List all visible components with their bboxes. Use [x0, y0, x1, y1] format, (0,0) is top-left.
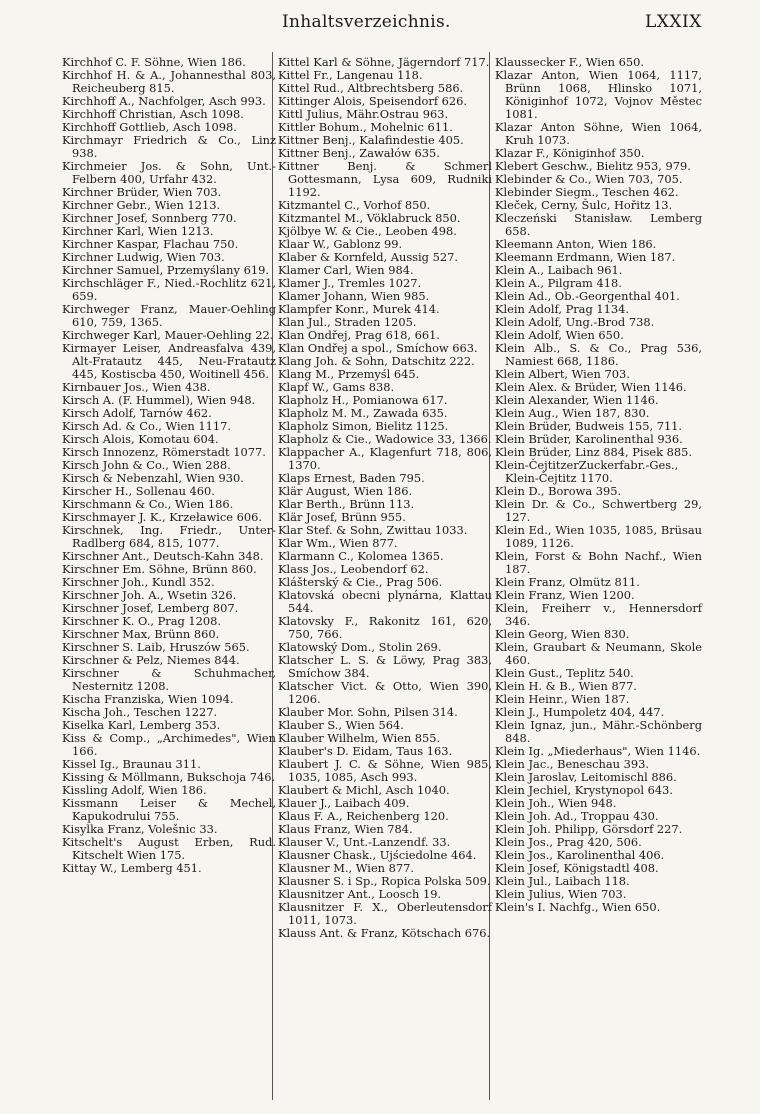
index-entry: Kiss & Comp., „Archimedes", Wien 166.: [62, 731, 276, 758]
index-entry: Kirschnek, Ing. Friedr., Unter-Radlberg 684, 815, 1077.: [62, 523, 276, 550]
page-header: [0, 0, 760, 44]
index-entry: Klauber Wilhelm, Wien 855.: [278, 731, 441, 745]
index-entry: Klausnitzer Ant., Loosch 19.: [278, 887, 442, 901]
index-entry: Kirchner Samuel, Przemyślany 619.: [62, 263, 269, 277]
index-entry: Klein Joh. Ad., Troppau 430.: [495, 809, 659, 823]
index-entry: Klein Dr. & Co., Schwertberg 29, 127.: [495, 497, 702, 524]
index-entry: Klapholz M. M., Zawada 635.: [278, 406, 448, 420]
index-entry: Klapholz Simon, Bielitz 1125.: [278, 419, 449, 433]
index-entry: Klatovsky F., Rakonitz 161, 620, 750, 766.: [278, 614, 492, 641]
index-entry: Klein Aug., Wien 187, 830.: [495, 406, 650, 420]
index-entry: Klein, Freiherr v., Hennersdorf 346.: [495, 601, 702, 628]
index-entry: Kirschmann & Co., Wien 186.: [62, 497, 234, 511]
index-entry: Klein Adolf, Wien 650.: [495, 328, 624, 342]
index-entry: Kissmann Leiser & Mechel, Kapukodrului 755.: [62, 796, 276, 823]
index-entry: Klausner Chask., Ujściedolne 464.: [278, 848, 477, 862]
index-entry: Klatovská obecni plynárna, Klattau 544.: [278, 588, 492, 615]
index-entry: Klein-ČejtitzerZuckerfabr.-Ges., Klein-Čejtitz 1170.: [495, 458, 679, 485]
index-entry: Kirchweger Karl, Mauer-Oehling 22.: [62, 328, 274, 342]
index-entry: Klarmann C., Kolomea 1365.: [278, 549, 444, 563]
index-entry: Kirchschläger F., Nied.-Rochlitz 621, 659.: [62, 276, 276, 303]
index-entry: Klausner S. i Sp., Ropica Polska 509.: [278, 874, 491, 888]
index-entry: Kirnbauer Jos., Wien 438.: [62, 380, 211, 394]
index-entry: Kirchhoff A., Nachfolger, Asch 993.: [62, 94, 266, 108]
index-entry: Klein Jechiel, Krystynopol 643.: [495, 783, 674, 797]
index-entry: Klapholz & Cie., Wadowice 33, 1366.: [278, 432, 492, 446]
index-entry: Klein J., Humpoletz 404, 447.: [495, 705, 665, 719]
index-entry: Klein Franz, Wien 1200.: [495, 588, 635, 602]
index-entry: Kirsch John & Co., Wien 288.: [62, 458, 231, 472]
index-entry: Klappacher A., Klagenfurt 718, 806, 1370.: [278, 445, 492, 472]
page-number: LXXIX: [645, 12, 702, 32]
index-entry: Kjölbye W. & Cie., Leoben 498.: [278, 224, 457, 238]
index-entry: Kirsch Ad. & Co., Wien 1117.: [62, 419, 231, 433]
index-entry: Kittel Karl & Söhne, Jägerndorf 717.: [278, 55, 490, 69]
index-entry: Kirchmayr Friedrich & Co., Linz 938.: [62, 133, 276, 160]
index-entry: Klein, Graubart & Neumann, Skole 460.: [495, 640, 702, 667]
index-entry: Klauer J., Laibach 409.: [278, 796, 410, 810]
index-entry: Kissling Adolf, Wien 186.: [62, 783, 207, 797]
index-entry: Klatscher Vict. & Otto, Wien 390, 1206.: [278, 679, 492, 706]
index-entry: Klein Brüder, Linz 884, Pisek 885.: [495, 445, 693, 459]
index-entry: Kittl Julius, Mähr.Ostrau 963.: [278, 107, 449, 121]
index-entry: Klein Jac., Beneschau 393.: [495, 757, 649, 771]
index-column-3: [495, 56, 702, 914]
index-entry: Klang M., Przemyśl 645.: [278, 367, 420, 381]
index-entry: Klein Albert, Wien 703.: [495, 367, 630, 381]
index-entry: Kischa Franziska, Wien 1094.: [62, 692, 234, 706]
index-entry: Klauber's D. Eidam, Taus 163.: [278, 744, 453, 758]
index-entry: Klein Joh. Philipp, Görsdorf 227.: [495, 822, 683, 836]
index-entry: Klebinder & Co., Wien 703, 705.: [495, 172, 683, 186]
index-entry: Klaubert & Michl, Asch 1040.: [278, 783, 450, 797]
index-entry: Kissing & Möllmann, Bukschoja 746.: [62, 770, 276, 784]
index-entry: Klein D., Borowa 395.: [495, 484, 622, 498]
index-entry: Klein Jul., Laibach 118.: [495, 874, 630, 888]
index-entry: Kirschner Josef, Lemberg 807.: [62, 601, 239, 615]
index-entry: Kiselka Karl, Lemberg 353.: [62, 718, 221, 732]
index-entry: Kittler Bohum., Mohelnic 611.: [278, 120, 453, 134]
index-entry: Klein Joh., Wien 948.: [495, 796, 617, 810]
index-entry: Klein Jos., Prag 420, 506.: [495, 835, 642, 849]
index-entry: Klan Jul., Straden 1205.: [278, 315, 417, 329]
index-entry: Kittel Fr., Langenau 118.: [278, 68, 423, 82]
index-entry: Kirscher H., Sollenau 460.: [62, 484, 215, 498]
index-entry: Klamer J., Tremles 1027.: [278, 276, 422, 290]
index-entry: Klaps Ernest, Baden 795.: [278, 471, 425, 485]
index-entry: Kirchner Ludwig, Wien 703.: [62, 250, 225, 264]
index-column-1: [62, 56, 276, 875]
index-entry: Kirchmeier Jos. & Sohn, Unt.-Felbern 400, Urfahr 432.: [62, 159, 276, 186]
index-entry: Kirchweger Franz, Mauer-Oehling 610, 759, 1365.: [62, 302, 276, 329]
index-entry: Klein Adolf, Prag 1134.: [495, 302, 629, 316]
index-entry: Klein Ad., Ob.-Georgenthal 401.: [495, 289, 680, 303]
index-entry: Klan Ondřej a spol., Smíchow 663.: [278, 341, 478, 355]
index-entry: Kittner Benj., Kalafindestie 405.: [278, 133, 464, 147]
index-entry: Kirschner & Schuhmacher, Nesternitz 1208.: [62, 666, 276, 693]
index-entry: Kleczeński Stanisław. Lemberg 658.: [495, 211, 702, 238]
index-entry: Kirchner Kaspar, Flachau 750.: [62, 237, 239, 251]
index-entry: Klass Jos., Leobendorf 62.: [278, 562, 429, 576]
index-entry: Klausner M., Wien 877.: [278, 861, 415, 875]
index-entry: Kirsch & Nebenzahl, Wien 930.: [62, 471, 244, 485]
index-entry: Klapf W., Gams 838.: [278, 380, 395, 394]
index-entry: Kittinger Alois, Speisendorf 626.: [278, 94, 468, 108]
index-entry: Kleemann Erdmann, Wien 187.: [495, 250, 676, 264]
index-entry: Klein's I. Nachfg., Wien 650.: [495, 900, 661, 914]
index-entry: Klein Brüder, Budweis 155, 711.: [495, 419, 683, 433]
index-entry: Kissel Ig., Braunau 311.: [62, 757, 201, 771]
index-entry: Klein Ignaz, jun., Mähr.-Schönberg 848.: [495, 718, 702, 745]
index-entry: Klapholz H., Pomianowa 617.: [278, 393, 448, 407]
index-entry: Kittel Rud., Altbrechtsberg 586.: [278, 81, 464, 95]
index-entry: Kirschner Joh. A., Wsetin 326.: [62, 588, 237, 602]
index-entry: Kitschelt's August Erben, Rud. Kitschelt Wien 175.: [62, 835, 276, 862]
index-entry: Klein Adolf, Ung.-Brod 738.: [495, 315, 655, 329]
index-entry: Kirschner & Pelz, Niemes 844.: [62, 653, 240, 667]
index-entry: Kischa Joh., Teschen 1227.: [62, 705, 218, 719]
index-entry: Kittner Benj., Zawałów 635.: [278, 146, 440, 160]
index-entry: Kirschner Ant., Deutsch-Kahn 348.: [62, 549, 264, 563]
index-entry: Klausnitzer F. X., Oberleutensdorf 1011, 1073.: [278, 900, 492, 927]
index-entry: Klauser V., Unt.-Lanzendf. 33.: [278, 835, 451, 849]
index-entry: Kirschmayer J. K., Krzeławice 606.: [62, 510, 262, 524]
index-entry: Klang Joh. & Sohn, Datschitz 222.: [278, 354, 475, 368]
index-entry: Klein Josef, Königstadtl 408.: [495, 861, 659, 875]
index-entry: Klazar Anton Söhne, Wien 1064, Kruh 1073.: [495, 120, 702, 147]
index-entry: Klein Julius, Wien 703.: [495, 887, 627, 901]
index-entry: Klein Alex. & Brüder, Wien 1146.: [495, 380, 687, 394]
index-entry: Klášterský & Cie., Prag 506.: [278, 575, 443, 589]
index-entry: Klaussecker F., Wien 650.: [495, 55, 644, 69]
index-entry: Klein A., Laibach 961.: [495, 263, 623, 277]
index-entry: Klein Heinr., Wien 187.: [495, 692, 630, 706]
index-entry: Klazar Anton, Wien 1064, 1117, Brünn 1068, Hlinsko 1071, Königinhof 1072, Vojnov Městec 1081.: [495, 68, 702, 121]
index-entry: Kittner Benj. & Schmerl Gottesmann, Lysa 609, Rudniki 1192.: [278, 159, 492, 199]
index-entry: Klaar W., Gablonz 99.: [278, 237, 403, 251]
index-entry: Klär Josef, Brünn 955.: [278, 510, 406, 524]
index-entry: Kirsch Alois, Komotau 604.: [62, 432, 219, 446]
index-entry: Klein Alexander, Wien 1146.: [495, 393, 659, 407]
index-entry: Kirchhof H. & A., Johannesthal 803, Reicheuberg 815.: [62, 68, 276, 95]
index-entry: Kirschner Max, Brünn 860.: [62, 627, 220, 641]
index-entry: Klar Stef. & Sohn, Zwittau 1033.: [278, 523, 468, 537]
index-entry: Klein, Forst & Bohn Nachf., Wien 187.: [495, 549, 702, 576]
index-entry: Klatowský Dom., Stolin 269.: [278, 640, 442, 654]
index-entry: Kirchner Josef, Sonnberg 770.: [62, 211, 237, 225]
index-entry: Klan Ondřej, Prag 618, 661.: [278, 328, 440, 342]
index-entry: Klamer Carl, Wien 984.: [278, 263, 414, 277]
index-entry: Kirchner Gebr., Wien 1213.: [62, 198, 221, 212]
index-entry: Klär August, Wien 186.: [278, 484, 413, 498]
index-entry: Kirchhoff Christian, Asch 1098.: [62, 107, 244, 121]
index-entry: Klein A., Pilgram 418.: [495, 276, 622, 290]
index-entry: Klein Brüder, Karolinenthal 936.: [495, 432, 683, 446]
index-entry: Klein Ig. „Miederhaus", Wien 1146.: [495, 744, 701, 758]
index-entry: Klar Wm., Wien 877.: [278, 536, 398, 550]
index-entry: Kirschner K. O., Prag 1208.: [62, 614, 222, 628]
index-entry: Kirschner S. Laib, Hruszów 565.: [62, 640, 250, 654]
index-entry: Klaber & Kornfeld, Aussig 527.: [278, 250, 458, 264]
index-column-2: [278, 56, 492, 940]
index-entry: Klazar F., Königinhof 350.: [495, 146, 645, 160]
index-entry: Klamer Johann, Wien 985.: [278, 289, 430, 303]
index-entry: Kirsch Innozenz, Römerstadt 1077.: [62, 445, 266, 459]
index-entry: Klein Franz, Olmütz 811.: [495, 575, 640, 589]
index-entry: Klein Gust., Teplitz 540.: [495, 666, 634, 680]
index-entry: Klein Georg, Wien 830.: [495, 627, 630, 641]
index-entry: Klaus F. A., Reichenberg 120.: [278, 809, 449, 823]
index-entry: Klein Alb., S. & Co., Prag 536, Namiest 668, 1186.: [495, 341, 702, 368]
index-entry: Klein Jaroslav, Leitomischl 886.: [495, 770, 677, 784]
index-entry: Kirchhoff Gottlieb, Asch 1098.: [62, 120, 237, 134]
index-entry: Kleček, Cerny, Šulc, Hořitz 13.: [495, 198, 673, 212]
index-entry: Kirschner Joh., Kundl 352.: [62, 575, 215, 589]
index-entry: Klebinder Siegm., Teschen 462.: [495, 185, 679, 199]
page-title: Inhaltsverzeichnis.: [282, 12, 451, 32]
index-entry: Klebert Geschw., Bielitz 953, 979.: [495, 159, 691, 173]
index-entry: Klampfer Konr., Murek 414.: [278, 302, 440, 316]
index-entry: Kirchner Karl, Wien 1213.: [62, 224, 214, 238]
index-entry: Kirsch Adolf, Tarnów 462.: [62, 406, 212, 420]
index-entry: Kleemann Anton, Wien 186.: [495, 237, 657, 251]
index-entry: Kirchner Brüder, Wien 703.: [62, 185, 222, 199]
index-entry: Klaubert J. C. & Söhne, Wien 985, 1035, 1085, Asch 993.: [278, 757, 492, 784]
index-entry: Klauss Ant. & Franz, Kötschach 676.: [278, 926, 491, 940]
index-entry: Klauber S., Wien 564.: [278, 718, 404, 732]
index-entry: Klein H. & B., Wien 877.: [495, 679, 637, 693]
index-entry: Kirmayer Leiser, Andreasfalva 439, Alt-Fratautz 445, Neu-Fratautz 445, Kostiscba 450, Woitinell 456.: [62, 341, 276, 381]
index-entry: Klein Ed., Wien 1035, 1085, Brüsau 1089, 1126.: [495, 523, 702, 550]
index-entry: Klauber Mor. Sohn, Pilsen 314.: [278, 705, 458, 719]
index-entry: Klaus Franz, Wien 784.: [278, 822, 413, 836]
index-entry: Klein Jos., Karolinenthal 406.: [495, 848, 665, 862]
index-entry: Klar Berth., Brünn 113.: [278, 497, 415, 511]
index-entry: Kirschner Em. Söhne, Brünn 860.: [62, 562, 257, 576]
index-entry: Kirsch A. (F. Hummel), Wien 948.: [62, 393, 256, 407]
index-entry: Kitzmantel M., Vöklabruck 850.: [278, 211, 461, 225]
index-entry: Kisylka Franz, Volešnic 33.: [62, 822, 218, 836]
index-entry: Kitzmantel C., Vorhof 850.: [278, 198, 431, 212]
index-entry: Klatscher L. S. & Löwy, Prag 383, Smíchow 384.: [278, 653, 492, 680]
index-entry: Kittay W., Lemberg 451.: [62, 861, 202, 875]
index-entry: Kirchhof C. F. Söhne, Wien 186.: [62, 55, 246, 69]
